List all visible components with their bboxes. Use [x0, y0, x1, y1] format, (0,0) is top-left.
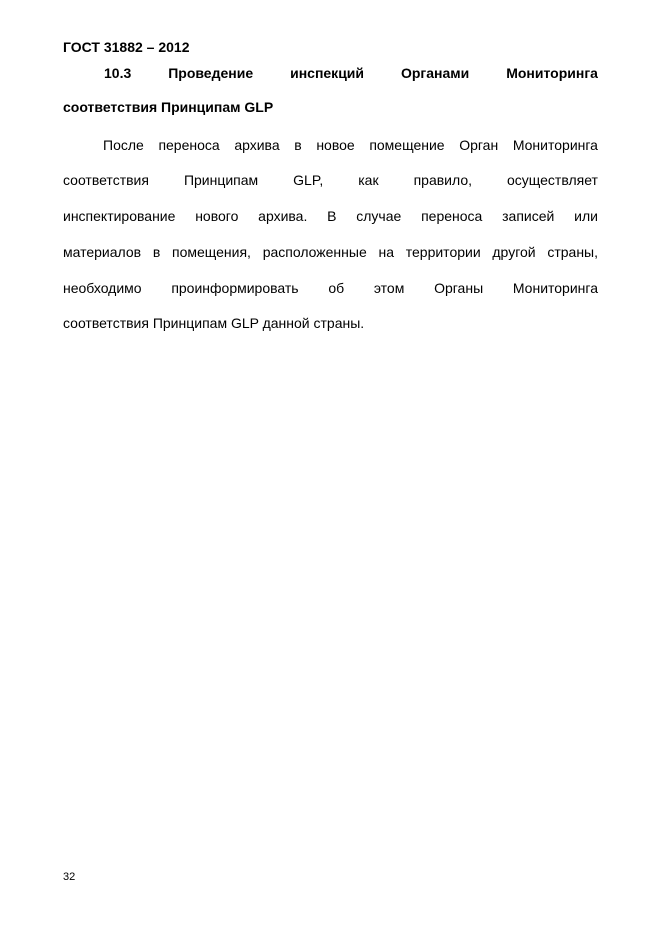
body-word: помещения,: [172, 244, 251, 260]
body-word: В: [327, 208, 337, 224]
body-word: правило,: [413, 172, 472, 188]
body-word: необходимо: [63, 280, 142, 296]
body-word: страны,: [547, 244, 598, 260]
body-word: Мониторинга: [512, 137, 598, 153]
body-word: архива.: [258, 208, 308, 224]
body-word: на: [378, 244, 395, 260]
body-word: записей: [502, 208, 555, 224]
body-word: архива: [234, 137, 280, 153]
body-word: материалов: [63, 244, 142, 260]
body-word: переноса: [421, 208, 483, 224]
body-word: в: [152, 244, 161, 260]
paragraph-line-6: соответствия Принципам GLP данной страны.: [63, 315, 365, 331]
page-number: 32: [63, 871, 76, 883]
body-word: новое: [316, 137, 355, 153]
paragraph-line-3: [63, 207, 598, 225]
body-word: проинформировать: [171, 280, 299, 296]
body-word: осуществляет: [506, 172, 598, 188]
body-word: в: [294, 137, 302, 153]
section-heading-line-2: соответствия Принципам GLP: [63, 99, 274, 115]
paragraph-line-1: [63, 136, 598, 154]
body-word: инспектирование: [63, 208, 176, 224]
heading-word: Органами: [400, 65, 470, 81]
paragraph-line-2: [63, 171, 598, 189]
body-word: помещение: [369, 137, 445, 153]
body-word: или: [574, 208, 598, 224]
body-word: GLP,: [293, 172, 324, 188]
body-word: Принципам: [183, 172, 259, 188]
section-number: 10.3: [104, 65, 132, 81]
body-word: этом: [373, 280, 405, 296]
section-heading-line-1: [63, 64, 598, 82]
document-header: ГОСТ 31882 – 2012: [63, 39, 190, 55]
body-word: Орган: [459, 137, 499, 153]
heading-word: Мониторинга: [506, 65, 598, 81]
body-word: После: [103, 137, 144, 153]
body-word: случае: [356, 208, 402, 224]
body-word: об: [328, 280, 345, 296]
body-word: территории: [405, 244, 481, 260]
body-word: нового: [195, 208, 239, 224]
body-word: Органы: [434, 280, 484, 296]
body-word: как: [358, 172, 379, 188]
body-word: другой: [492, 244, 536, 260]
heading-word: Проведение: [168, 65, 254, 81]
paragraph-line-4: [63, 243, 598, 261]
paragraph-line-5: [63, 279, 598, 297]
body-word: соответствия: [63, 172, 149, 188]
body-word: расположенные: [262, 244, 367, 260]
body-word: Мониторинга: [512, 280, 598, 296]
body-word: переноса: [158, 137, 220, 153]
heading-word: инспекций: [290, 65, 365, 81]
